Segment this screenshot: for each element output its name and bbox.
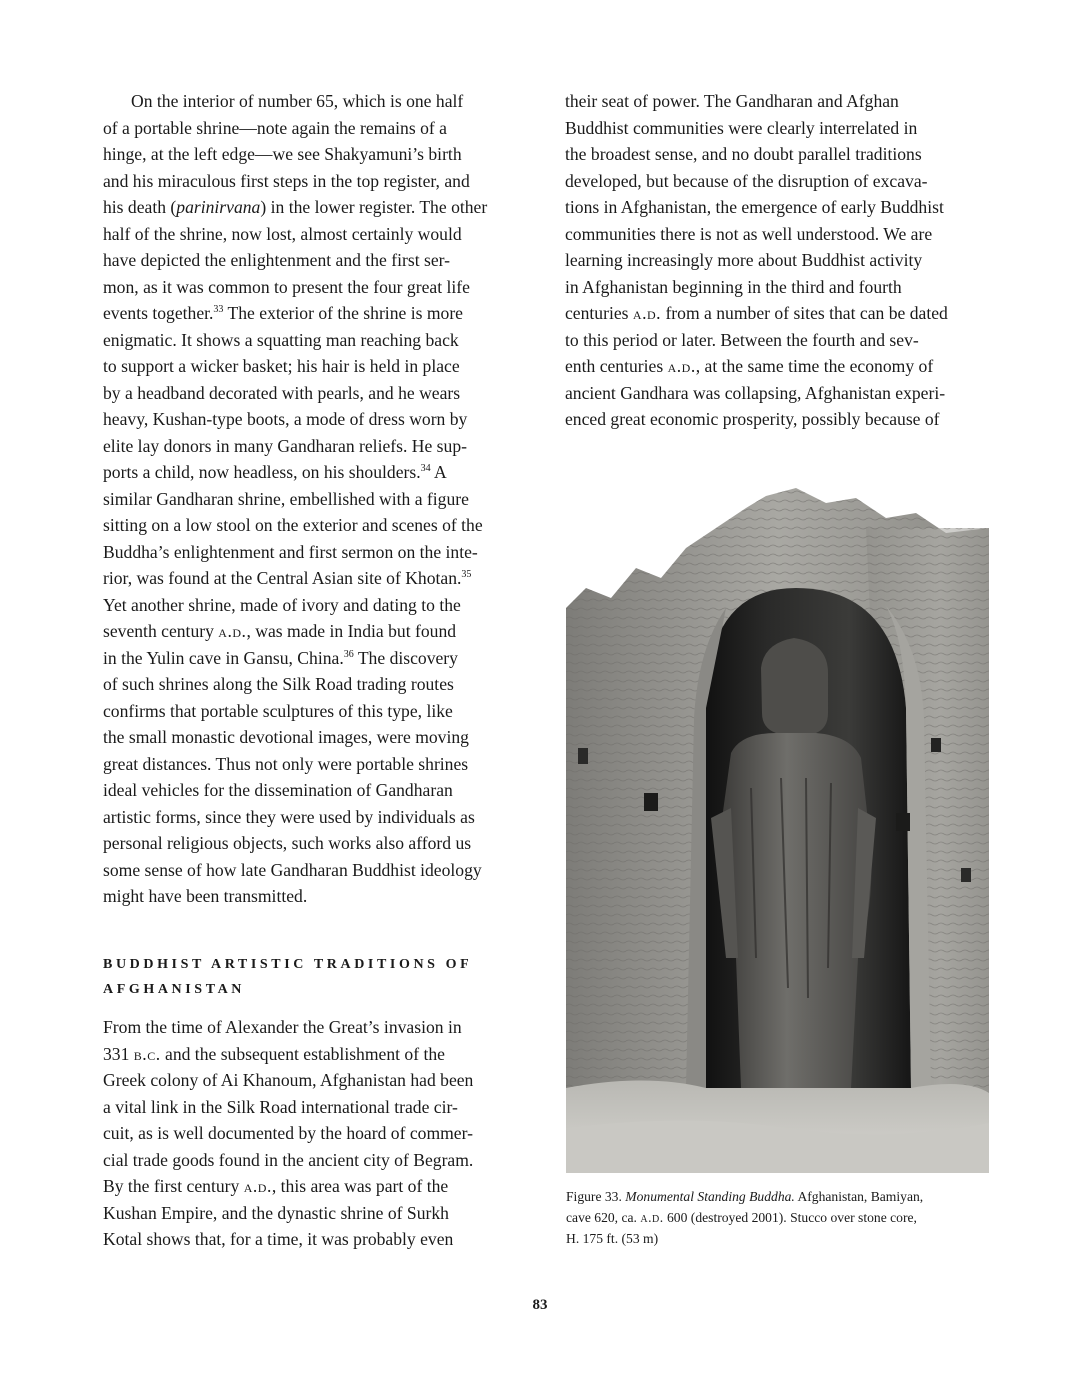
page-number: 83 [532, 1297, 548, 1313]
text-line: might have been transmitted. [103, 886, 308, 906]
text-line: enced great economic prosperity, possibly because of [565, 409, 940, 429]
figure-photograph [566, 488, 989, 1173]
section-heading-line: AFGHANISTAN [103, 982, 246, 997]
text-line: some sense of how late Gandharan Buddhist ideology [103, 859, 482, 880]
footnote-ref: 34 [420, 463, 431, 474]
text-line: ideal vehicles for the dissemination of Gandharan [103, 780, 453, 800]
caption-line: Figure 33. Monumental Standing Buddha. Afghanistan, Bamiyan, [566, 1189, 924, 1204]
text-line: rior, was found at the Central Asian site of Khotan.$^{35}$ [103, 568, 472, 588]
paragraph [103, 88, 533, 910]
figure-caption [566, 1186, 996, 1249]
text-line: in Afghanistan beginning in the third and fourth [565, 276, 902, 297]
text-line: events together.$^{33}$ The exterior of the shrine is more [103, 303, 463, 323]
text-line: Buddha’s enlightenment and first sermon on the inte- [103, 541, 478, 562]
era-abbrev: a.d. [640, 1210, 664, 1225]
text-line: From the time of Alexander the Great’s invasion in [103, 1017, 462, 1037]
text-line: mon, as it was common to present the four great life [103, 276, 470, 297]
text-line: great distances. Thus not only were portable shrines [103, 753, 469, 774]
text-line: half of the shrine, now lost, almost certainly would [103, 223, 462, 244]
text-line: by a headband decorated with pearls, and he wears [103, 382, 461, 403]
buddha-photo-illustration [566, 488, 989, 1173]
era-abbrev: a.d. [243, 1176, 272, 1196]
text-line: communities there is not as well understood. We are [565, 223, 933, 244]
text-line: elite lay donors in many Gandharan reliefs. He sup- [103, 435, 467, 456]
section-heading [103, 952, 533, 1002]
text-line: developed, but because of the disruption of excava- [565, 170, 928, 191]
era-abbrev: b.c. [133, 1043, 161, 1064]
text-line: seventh century a.d., was made in India but found [103, 621, 457, 641]
text-line: On the interior of number 65, which is one half [131, 91, 464, 111]
section-heading-line: BUDDHIST ARTISTIC TRADITIONS OF [103, 957, 473, 972]
era-abbrev: a.d. [218, 621, 247, 641]
footnote-ref: 33 [213, 304, 224, 315]
text-line: By the first century a.d., this area was part of the [103, 1176, 449, 1196]
text-line: of such shrines along the Silk Road trading routes [103, 674, 454, 694]
text-line: ancient Gandhara was collapsing, Afghanistan experi- [565, 382, 946, 403]
caption-line: H. 175 ft. (53 m) [566, 1231, 659, 1246]
text-line: tions in Afghanistan, the emergence of early Buddhist [565, 197, 944, 217]
text-line: to support a wicker basket; his hair is held in place [103, 356, 460, 376]
text-line: heavy, Kushan-type boots, a mode of dress worn by [103, 409, 468, 429]
text-line: of a portable shrine—note again the remains of a [103, 117, 447, 138]
era-abbrev: a.d. [667, 356, 696, 376]
text-line: in the Yulin cave in Gansu, China.$^{36}$ The discovery [103, 647, 458, 668]
text-line: 331 b.c. and the subsequent establishment of the [103, 1043, 445, 1064]
text-line: hinge, at the left edge—we see Shakyamuni’s birth [103, 144, 462, 164]
text-line: their seat of power. The Gandharan and Afghan [565, 91, 899, 111]
text-line: cuit, as is well documented by the hoard of commer- [103, 1123, 473, 1143]
text-line: Buddhist communities were clearly interrelated in [565, 117, 918, 138]
text-line: sitting on a low stool on the exterior and scenes of the [103, 515, 483, 535]
text-line: ports a child, now headless, on his shoulders.$^{34}$ A [103, 462, 447, 482]
text-line: personal religious objects, such works also afford us [103, 833, 472, 853]
text-line: similar Gandharan shrine, embellished with a figure [103, 488, 469, 509]
text-line: the small monastic devotional images, were moving [103, 727, 469, 747]
text-line: have depicted the enlightenment and the first ser- [103, 250, 450, 270]
text-line: centuries a.d. from a number of sites that can be dated [565, 303, 948, 323]
text-line: cial trade goods found in the ancient city of Begram. [103, 1149, 474, 1170]
footnote-ref: 36 [343, 648, 354, 660]
text-line: and his miraculous first steps in the top register, and [103, 170, 470, 191]
left-column [103, 88, 533, 910]
text-line: enigmatic. It shows a squatting man reaching back [103, 329, 459, 350]
text-line: his death (parinirvana) in the lower register. The other [103, 197, 488, 217]
text-line: learning increasingly more about Buddhist activity [565, 250, 923, 270]
paragraph [565, 88, 995, 433]
text-line: Yet another shrine, made of ivory and dating to the [103, 594, 461, 615]
text-line: enth centuries a.d., at the same time the economy of [565, 356, 934, 376]
italic-term: parinirvana [176, 197, 261, 217]
text-line: Kotal shows that, for a time, it was probably even [103, 1229, 454, 1249]
text-line: to this period or later. Between the fourth and sev- [565, 329, 919, 350]
era-abbrev: a.d. [632, 303, 662, 323]
right-column [565, 88, 995, 433]
text-line: the broadest sense, and no doubt parallel traditions [565, 144, 922, 164]
text-line: confirms that portable sculptures of this type, like [103, 700, 453, 721]
text-line: a vital link in the Silk Road international trade cir- [103, 1096, 458, 1117]
caption-line: cave 620, ca. a.d. 600 (destroyed 2001). Stucco over stone core, [566, 1210, 917, 1225]
paragraph [103, 1014, 533, 1253]
footnote-ref: 35 [461, 569, 472, 580]
text-line: Greek colony of Ai Khanoum, Afghanistan had been [103, 1070, 474, 1090]
caption-title: Monumental Standing Buddha. [625, 1189, 795, 1204]
text-line: artistic forms, since they were used by individuals as [103, 806, 475, 827]
section-body [103, 1014, 533, 1253]
text-line: Kushan Empire, and the dynastic shrine of Surkh [103, 1202, 449, 1223]
